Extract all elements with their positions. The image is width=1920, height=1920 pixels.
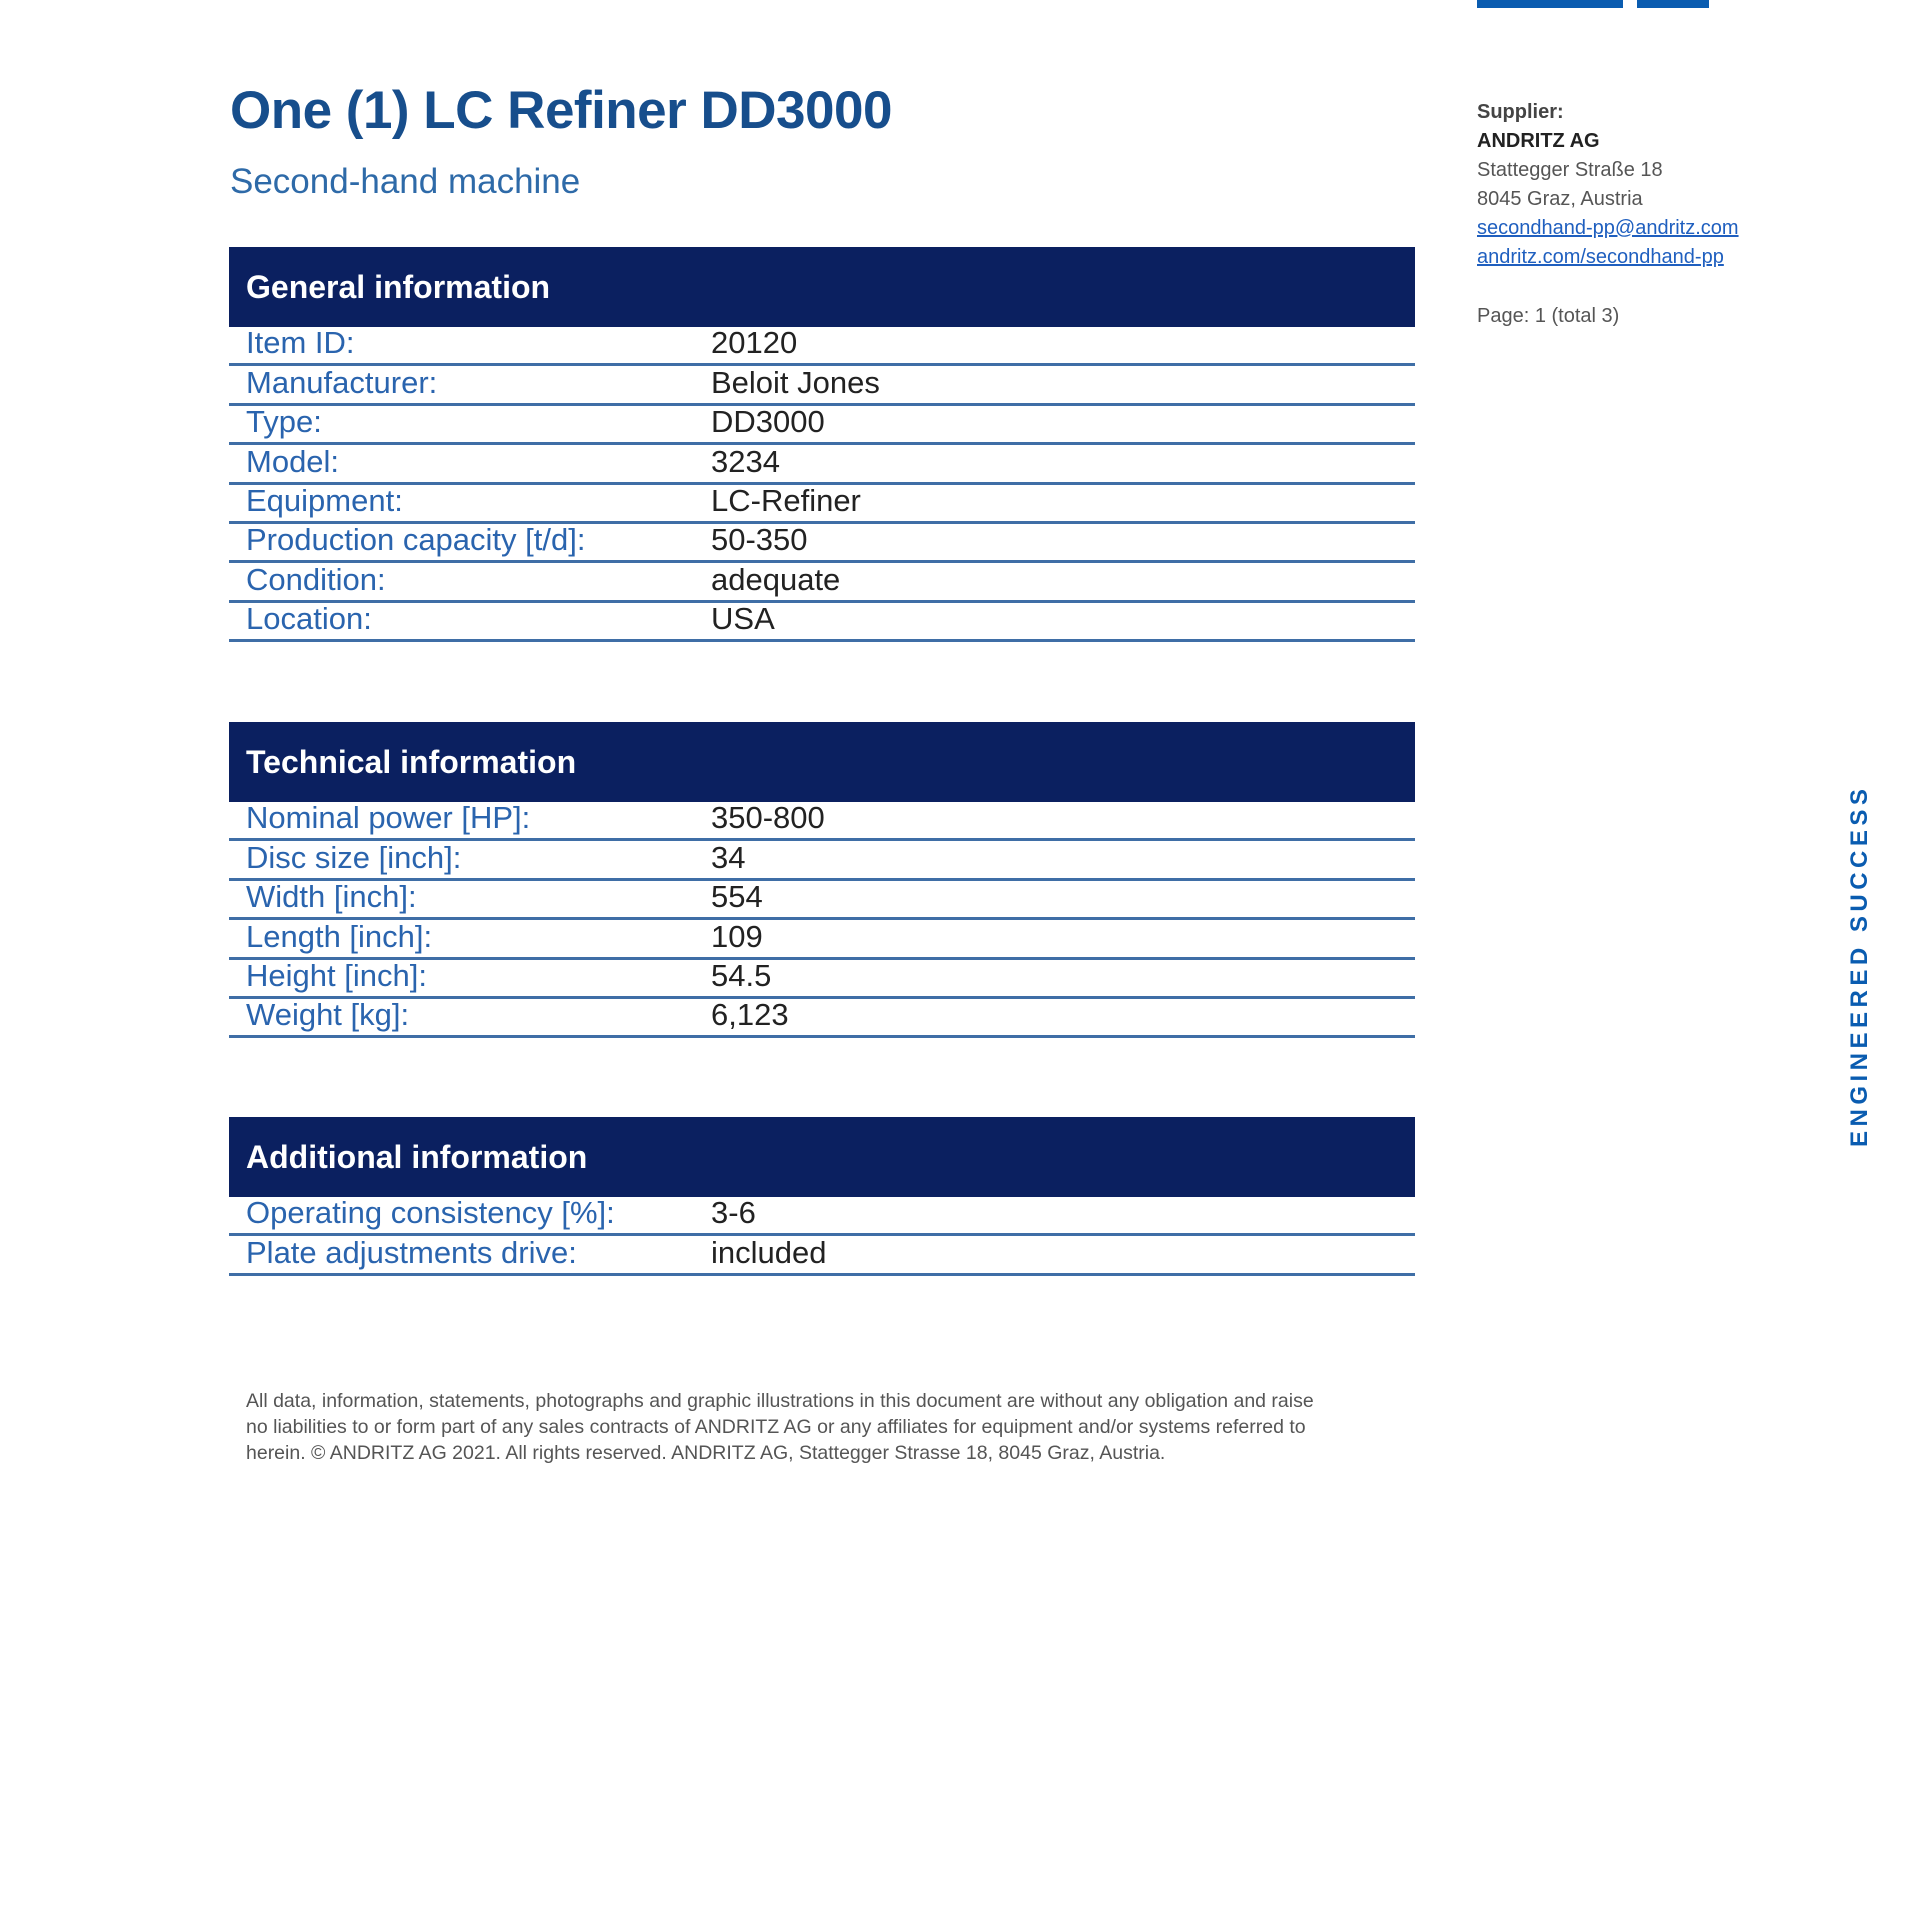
row-value: adequate (711, 561, 841, 597)
legal-disclaimer: All data, information, statements, photographs and graphic illustrations in this document are without any obligation and raise no liabilities to or form part of any sales contracts of ANDRITZ AG or any affiliates for equipment and/or systems referred to herein. © ANDRITZ AG 2021. All rights reserved. ANDRITZ AG, Stattegger Strasse 18, 8045 Graz, Austria. (246, 1390, 1314, 1464)
table-row (229, 327, 1415, 366)
row-label: Disc size [inch]: (246, 839, 462, 875)
table-row (229, 366, 1415, 405)
row-label: Production capacity [t/d]: (246, 522, 586, 558)
row-label: Model: (246, 443, 340, 479)
general-information-header: General information (229, 247, 1415, 327)
row-value: 3-6 (711, 1195, 756, 1231)
row-label: Weight [kg]: (246, 997, 410, 1033)
table-row (229, 957, 1415, 999)
additional-information-header: Additional information (229, 1117, 1415, 1197)
row-value: 20120 (711, 325, 798, 361)
row-value: 54.5 (711, 957, 772, 993)
table-row (229, 406, 1415, 445)
row-value: 6,123 (711, 997, 789, 1033)
supplier-email-link[interactable]: secondhand-pp@andritz.com (1477, 217, 1739, 239)
general-information-table (229, 247, 1415, 642)
row-label: Plate adjustments drive: (246, 1234, 577, 1270)
row-value: 3234 (711, 443, 780, 479)
table-row (229, 1236, 1415, 1275)
row-label: Width [inch]: (246, 879, 417, 915)
row-label: Operating consistency [%]: (246, 1195, 615, 1231)
row-value: 34 (711, 839, 746, 875)
additional-information-table (229, 1117, 1415, 1276)
row-value: 350-800 (711, 800, 825, 836)
row-value: 50-350 (711, 522, 808, 558)
supplier-block (1477, 98, 1807, 331)
page-title: One (1) LC Refiner DD3000 (230, 81, 892, 140)
table-row (229, 482, 1415, 524)
row-value: DD3000 (711, 404, 825, 440)
table-row (229, 603, 1415, 642)
page-subtitle: Second-hand machine (230, 162, 581, 201)
supplier-city: 8045 Graz, Austria (1477, 188, 1643, 210)
row-label: Condition: (246, 561, 386, 597)
row-value: 554 (711, 879, 763, 915)
supplier-website-link[interactable]: andritz.com/secondhand-pp (1477, 246, 1724, 268)
table-row (229, 920, 1415, 959)
row-label: Type: (246, 404, 322, 440)
row-value: USA (711, 601, 775, 637)
row-label: Manufacturer: (246, 364, 438, 400)
table-row (229, 445, 1415, 484)
row-label: Height [inch]: (246, 957, 427, 993)
row-value: LC-Refiner (711, 482, 861, 518)
table-row (229, 881, 1415, 920)
logo-bar-right (1637, 0, 1709, 8)
brand-tagline: ENGINEERED SUCCESS (1846, 784, 1873, 1148)
supplier-company: ANDRITZ AG (1477, 130, 1600, 152)
row-label: Length [inch]: (246, 918, 433, 954)
row-value: included (711, 1234, 827, 1270)
table-row (229, 999, 1415, 1038)
table-row (229, 802, 1415, 841)
technical-information-header: Technical information (229, 722, 1415, 802)
table-row (229, 1197, 1415, 1236)
table-row (229, 563, 1415, 602)
row-label: Item ID: (246, 325, 355, 361)
supplier-street: Stattegger Straße 18 (1477, 159, 1663, 181)
row-value: Beloit Jones (711, 364, 880, 400)
row-label: Nominal power [HP]: (246, 800, 531, 836)
technical-information-table (229, 722, 1415, 1038)
row-label: Location: (246, 601, 372, 637)
row-label: Equipment: (246, 482, 403, 518)
table-row (229, 524, 1415, 563)
table-row (229, 841, 1415, 880)
logo-bar-left (1477, 0, 1623, 8)
page-indicator: Page: 1 (total 3) (1477, 305, 1620, 327)
row-value: 109 (711, 918, 763, 954)
supplier-label: Supplier: (1477, 101, 1564, 123)
